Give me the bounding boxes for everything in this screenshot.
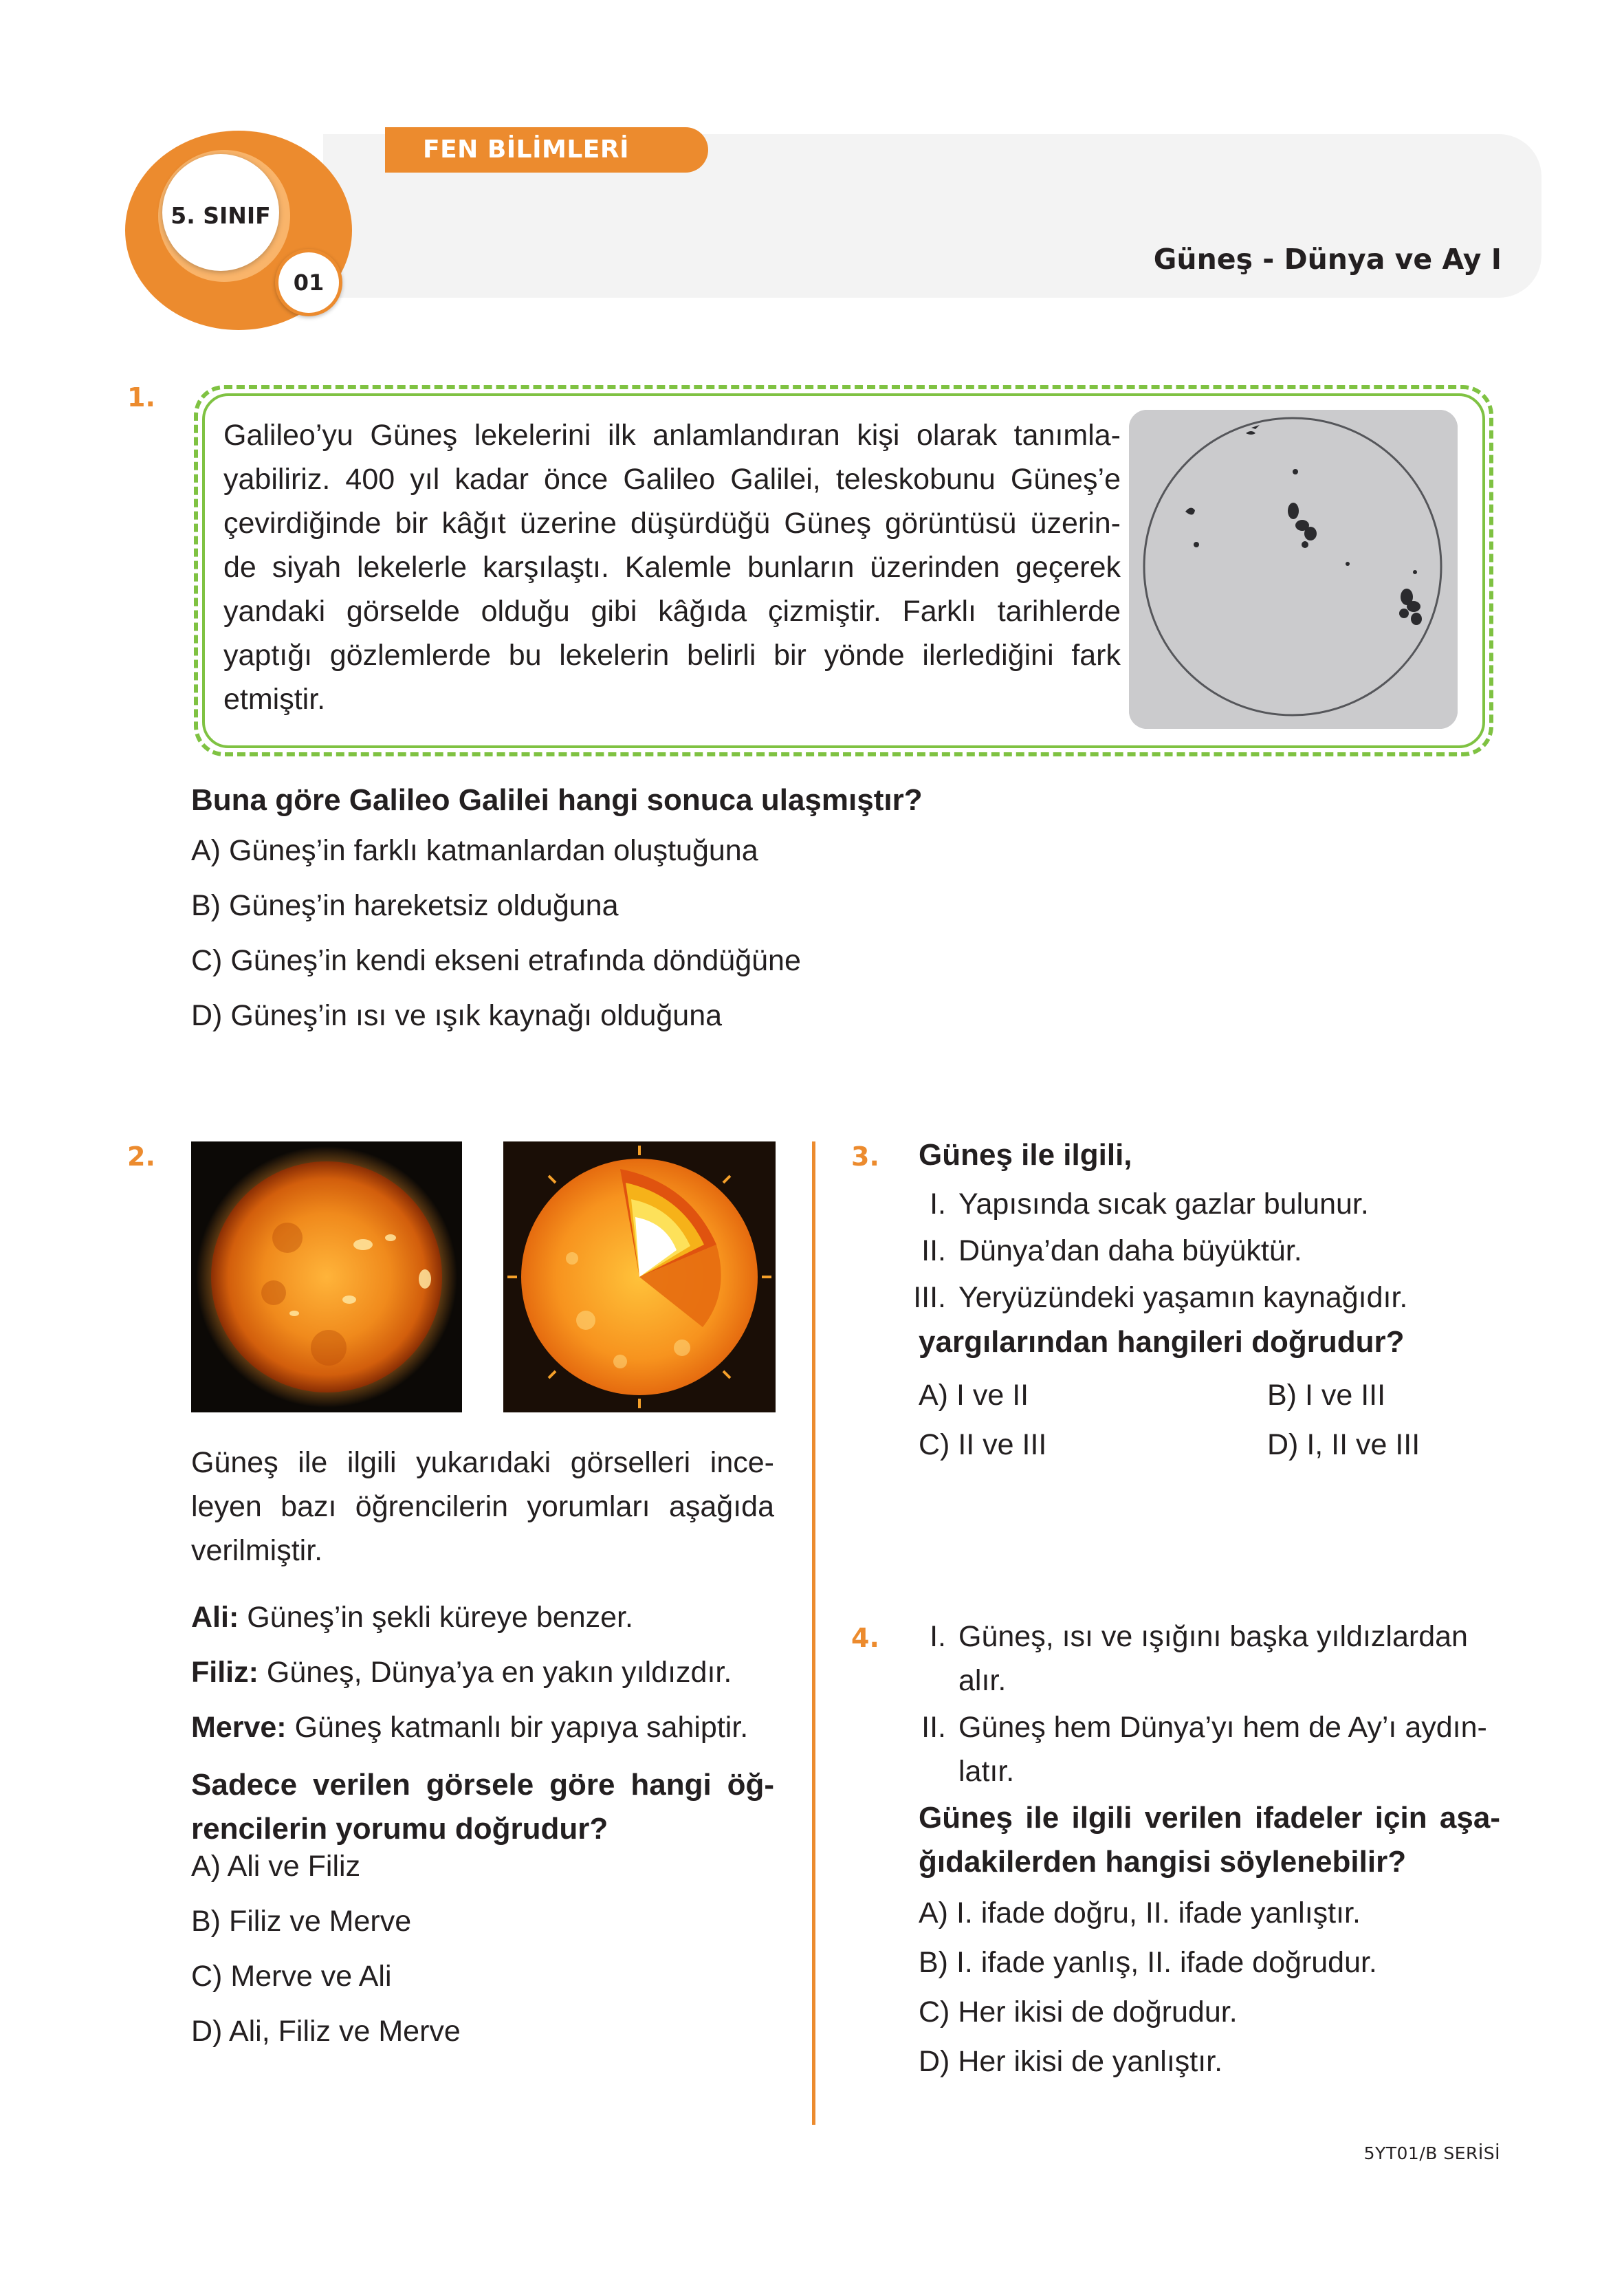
statement-text: Yapısında sıcak gazlar bulunur. — [958, 1188, 1369, 1221]
statement-text-cont: alır. — [958, 1664, 1007, 1697]
q2-option-c[interactable]: C) Merve ve Ali — [191, 1960, 392, 1993]
q3-statement-2 — [899, 1234, 1302, 1267]
student-name: Ali: — [191, 1601, 239, 1634]
roman-numeral: I. — [930, 1620, 946, 1653]
q3-option-b[interactable]: B) I ve III — [1267, 1379, 1386, 1412]
q4-option-a[interactable]: A) I. ifade doğru, II. ifade yanlıştır. — [919, 1896, 1361, 1929]
q2-option-b[interactable]: B) Filiz ve Merve — [191, 1905, 412, 1938]
q3-option-a[interactable]: A) I ve II — [919, 1379, 1029, 1412]
q2-question — [191, 1763, 774, 1851]
q2-comment-merve — [191, 1711, 748, 1744]
passage-line: etmiştir. — [223, 683, 326, 716]
q4-statement-1 — [899, 1615, 1504, 1703]
q2-intro — [191, 1441, 774, 1573]
q2-option-d[interactable]: D) Ali, Filiz ve Merve — [191, 2015, 461, 2048]
passage-line: yaptığı gözlemlerde bu lekelerin belirli bir yönde ilerlediğini fark — [223, 639, 1121, 672]
student-name: Merve: — [191, 1711, 287, 1744]
q2-comment-filiz — [191, 1656, 732, 1689]
q1-number: 1. — [127, 382, 155, 413]
sun-layers-image — [503, 1141, 776, 1412]
q4-option-c[interactable]: C) Her ikisi de doğrudur. — [919, 1996, 1238, 2029]
q3-option-d[interactable]: D) I, II ve III — [1267, 1428, 1420, 1461]
q3-title: Güneş ile ilgili, — [919, 1138, 1132, 1172]
student-comment: Güneş, Dünya’ya en yakın yıldızdır. — [258, 1656, 732, 1689]
sunspot-drawing-image — [1129, 410, 1458, 729]
subject-label: FEN BİLİMLERİ — [423, 135, 629, 164]
q3-question: yargılarından hangileri doğrudur? — [919, 1325, 1405, 1359]
grade-label: 5. SINIF — [171, 202, 271, 229]
intro-line: leyen bazı öğrencilerin yorumları aşağıda — [191, 1490, 774, 1523]
statement-text: Güneş, ısı ve ışığını başka yıldızlardan — [958, 1620, 1468, 1653]
statement-text: Yeryüzündeki yaşamın kaynağıdır. — [958, 1281, 1408, 1314]
q1-question: Buna göre Galileo Galilei hangi sonuca ulaşmıştır? — [191, 783, 923, 817]
passage-line: yandaki görselde olduğu gibi kâğıda çizmiştir. Farklı tarihlerde — [223, 595, 1121, 628]
student-comment: Güneş’in şekli küreye benzer. — [239, 1601, 633, 1634]
passage-line: Galileo’yu Güneş lekelerini ilk anlamlandıran kişi olarak tanımla- — [223, 419, 1121, 452]
q1-option-b[interactable]: B) Güneş’in hareketsiz olduğuna — [191, 889, 619, 922]
sun-photo-image — [191, 1141, 462, 1412]
q3-number: 3. — [851, 1141, 879, 1172]
q4-question — [919, 1796, 1500, 1884]
q4-option-b[interactable]: B) I. ifade yanlış, II. ifade doğrudur. — [919, 1946, 1377, 1979]
passage-line: çevirdiğinde bir kâğıt üzerine düşürdüğü Güneş görüntüsü üzerin- — [223, 507, 1121, 540]
statement-text: Güneş hem Dünya’yı hem de Ay’ı aydın- — [958, 1711, 1487, 1744]
statement-text: Dünya’dan daha büyüktür. — [958, 1234, 1302, 1267]
question-line: ğıdakilerden hangisi söylenebilir? — [919, 1845, 1407, 1879]
q2-comment-ali — [191, 1601, 633, 1634]
q1-passage — [223, 413, 1121, 721]
question-line: rencilerin yorumu doğrudur? — [191, 1812, 608, 1846]
roman-numeral: II. — [921, 1234, 946, 1267]
q3-statement-1 — [899, 1188, 1369, 1221]
roman-numeral: I. — [930, 1188, 946, 1221]
question-line: Güneş ile ilgili verilen ifadeler için aşa- — [919, 1801, 1500, 1835]
passage-line: de siyah lekelerle karşılaştı. Kalemle bunların üzerinden geçerek — [223, 551, 1121, 584]
student-name: Filiz: — [191, 1656, 259, 1689]
q4-number: 4. — [851, 1623, 879, 1653]
intro-line: Güneş ile ilgili yukarıdaki görselleri ince- — [191, 1446, 774, 1479]
topic-title: Güneş - Dünya ve Ay I — [1153, 243, 1502, 276]
q1-option-c[interactable]: C) Güneş’in kendi ekseni etrafında döndüğüne — [191, 944, 801, 977]
q1-option-d[interactable]: D) Güneş’in ısı ve ışık kaynağı olduğuna — [191, 999, 723, 1032]
question-line: Sadece verilen görsele göre hangi öğ- — [191, 1768, 774, 1802]
roman-numeral: II. — [921, 1711, 946, 1744]
q2-option-a[interactable]: A) Ali ve Filiz — [191, 1850, 361, 1883]
series-footer: 5YT01/B SERİSİ — [1363, 2143, 1500, 2163]
statement-text-cont: latır. — [958, 1755, 1015, 1788]
column-divider — [812, 1141, 815, 2125]
intro-line: verilmiştir. — [191, 1534, 323, 1567]
student-comment: Güneş katmanlı bir yapıya sahiptir. — [286, 1711, 749, 1744]
q4-statement-2 — [899, 1705, 1504, 1793]
q3-option-c[interactable]: C) II ve III — [919, 1428, 1047, 1461]
worksheet-number: 01 — [293, 270, 325, 296]
q1-option-a[interactable]: A) Güneş’in farklı katmanlardan oluştuğuna — [191, 834, 758, 867]
roman-numeral: III. — [913, 1281, 946, 1314]
q4-option-d[interactable]: D) Her ikisi de yanlıştır. — [919, 2045, 1223, 2078]
q3-statement-3 — [899, 1281, 1407, 1314]
passage-line: yabiliriz. 400 yıl kadar önce Galileo Galilei, teleskobunu Güneş’e — [223, 463, 1121, 496]
q2-number: 2. — [127, 1141, 155, 1172]
